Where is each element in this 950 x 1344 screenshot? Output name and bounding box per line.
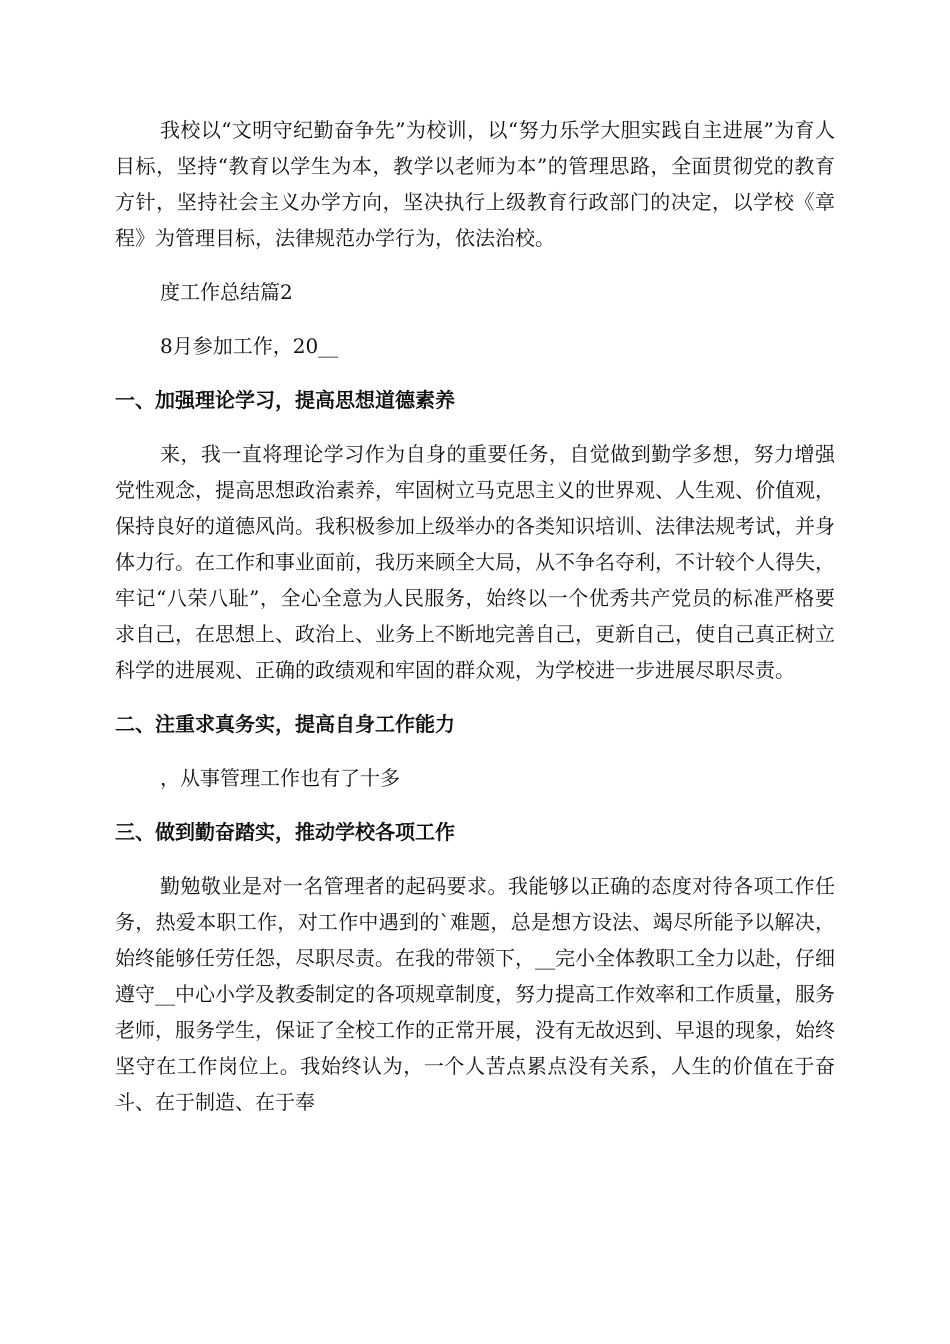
paragraph-theory-study: 来，我一直将理论学习作为自身的重要任务，自觉做到勤学多想，努力增强党性观念，提高思想政治素养，牢固树立马克思主义的世界观、人生观、价值观，保持良好的道德风尚。我积极参加上级举办的各类知识培训、法律法规考试，并身体力行。在工作和事业面前，我历来顾全大局，从不争名夺利，不计较个人得失，牢记“八荣八耻”，全心全意为人民服务，始终以一个优秀共产党员的标准严格要求自己，在思想上、政治上、业务上不断地完善自己，更新自己，使自己真正树立科学的进展观、正确的政绩观和牢固的群众观，为学校进一步进展尽职尽责。 xyxy=(115,442,835,682)
paragraph-summary-title: 度工作总结篇2 xyxy=(160,280,293,304)
document-body xyxy=(115,112,835,1120)
paragraph-management-experience: ，从事管理工作也有了十多 xyxy=(160,766,400,790)
section-heading-work-ability: 二、注重求真务实，提高自身工作能力 xyxy=(115,712,455,736)
section-heading-theory-study: 一、加强理论学习，提高思想道德素养 xyxy=(115,388,455,412)
paragraph-school-motto: 我校以“文明守纪勤奋争先”为校训，以“努力乐学大胆实践自主进展”为育人目标，坚持“教育以学生为本，教学以老师为本”的管理思路，全面贯彻党的教育方针，坚持社会主义办学方向，坚决执行上级教育行政部门的决定，以学校《章程》为管理目标，法律规范办学行为，依法治校。 xyxy=(115,118,835,250)
section-heading-diligence: 三、做到勤奋踏实，推动学校各项工作 xyxy=(115,820,455,844)
paragraph-diligence: 勤勉敬业是对一名管理者的起码要求。我能够以正确的态度对待各项工作任务，热爱本职工作，对工作中遇到的`难题，总是想方设法、竭尽所能予以解决，始终能够任劳任怨，尽职尽责。在我的带领下，__完小全体教职工全力以赴，仔细遵守__中心小学及教委制定的各项规章制度，努力提高工作效率和工作质量，服务老师，服务学生，保证了全校工作的正常开展，没有无故迟到、早退的现象，始终坚守在工作岗位上。我始终认为，一个人苦点累点没有关系，人生的价值在于奋斗、在于制造、在于奉 xyxy=(115,874,835,1114)
paragraph-work-start: 8月参加工作，20__ xyxy=(160,334,339,358)
